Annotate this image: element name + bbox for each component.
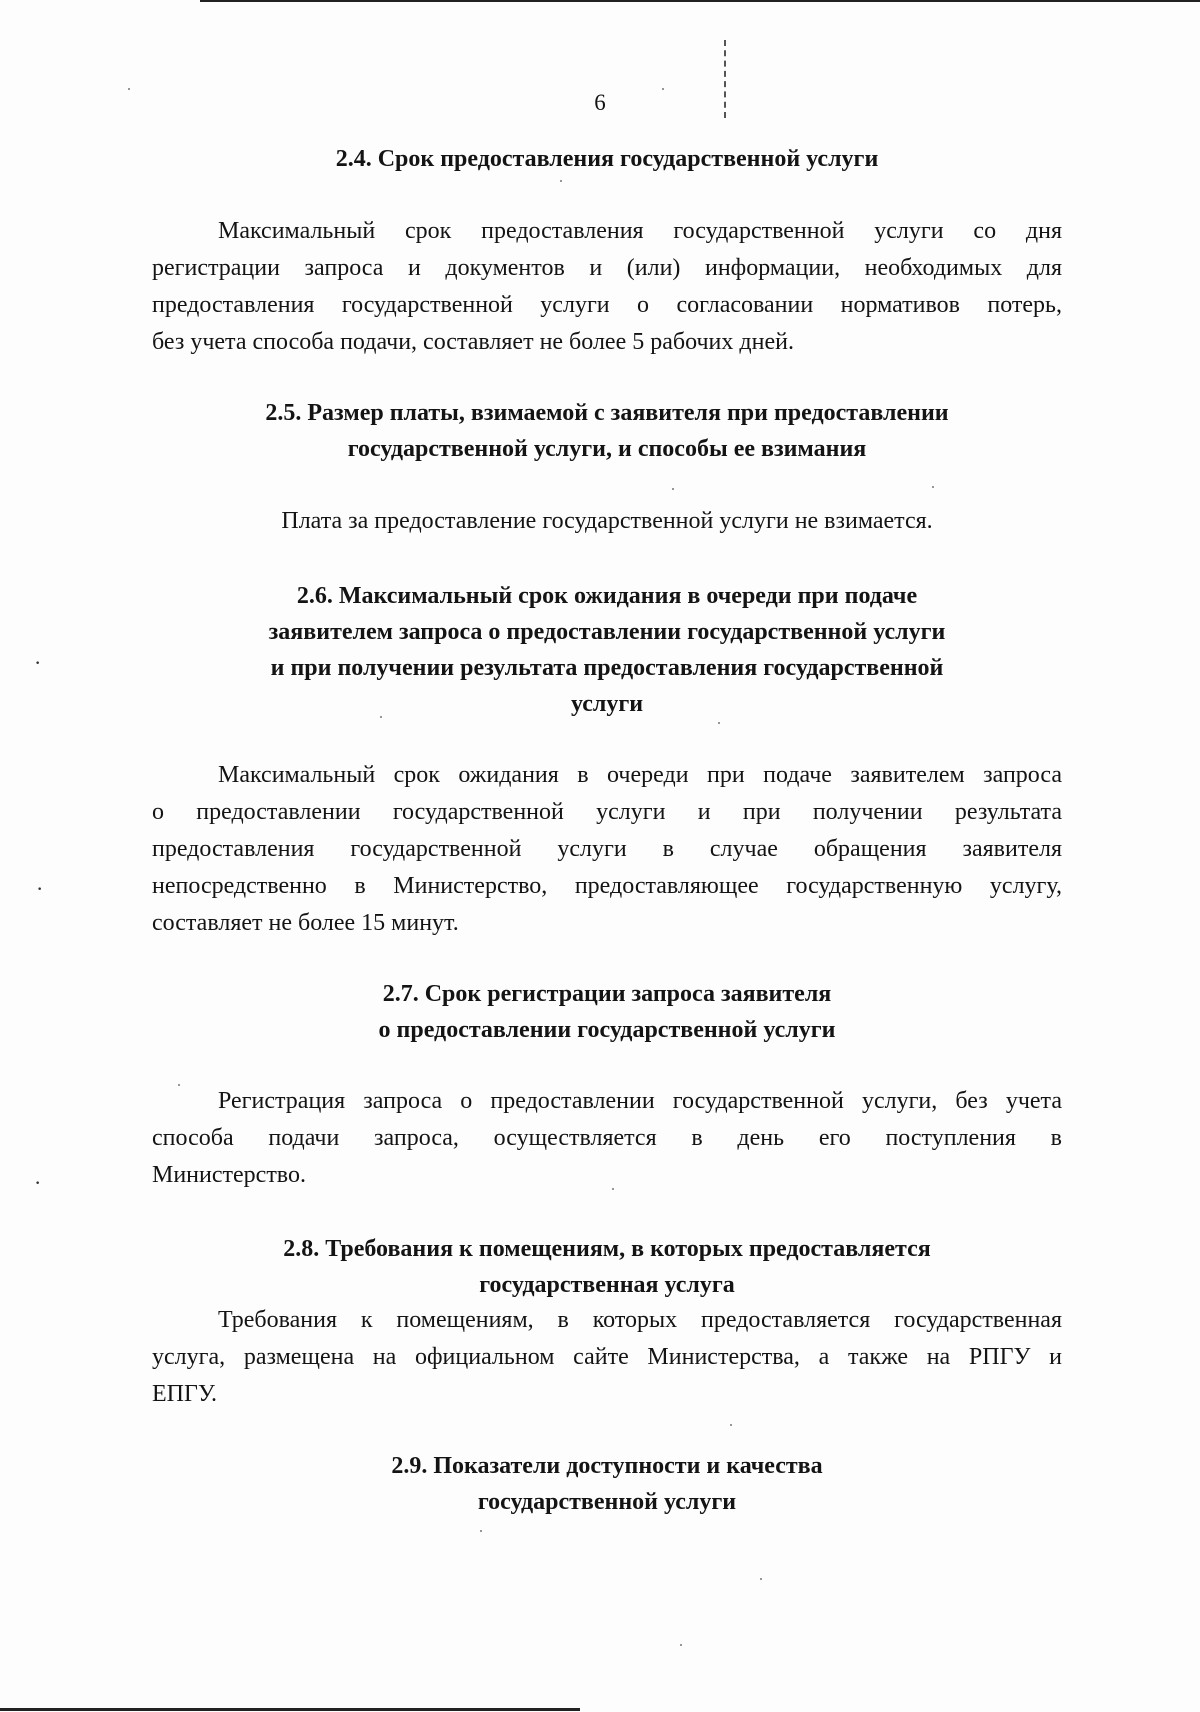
heading-line: государственной услуги, и способы ее взимания [347,436,867,462]
scan-edge-top [200,0,1200,2]
heading-line: государственной услуги [477,1489,737,1515]
section-body-2-6 [152,757,1062,942]
scan-dot [760,1578,762,1580]
page-number: 6 [594,90,606,115]
body-line: ЕПГУ. [152,1381,217,1407]
scan-dot [672,488,674,490]
body-line: о предоставлении государственной услуги и при получении результата [152,799,1062,825]
heading-line: 2.5. Размер платы, взимаемой с заявителя при предоставлении [265,400,949,426]
body-line: способа подачи запроса, осуществляется в день его поступления в [152,1125,1062,1151]
body-line: без учета способа подачи, составляет не более 5 рабочих дней. [152,329,794,355]
body-line: Требования к помещениям, в которых предоставляется государственная [218,1307,1062,1333]
scan-dot [480,1530,482,1532]
section-body-2-7 [152,1083,1062,1194]
body-line: регистрации запроса и документов и (или) информации, необходимых для [152,255,1062,281]
body-line: непосредственно в Министерство, предоставляющее государственную услугу, [152,873,1062,899]
heading-line: 2.8. Требования к помещениям, в которых предоставляется [283,1236,931,1262]
scan-speck: · [34,650,42,675]
scan-dot [730,1424,732,1426]
body-line: предоставления государственной услуги о согласовании нормативов потерь, [152,292,1062,318]
scan-speck: · [34,1170,42,1195]
body-line: составляет не более 15 минут. [152,910,459,936]
section-body-2-4 [152,213,1062,361]
scan-dot [718,722,720,724]
section-body-2-8 [152,1302,1062,1413]
section-heading-2-9 [152,1448,1062,1520]
body-line: предоставления государственной услуги в случае обращения заявителя [152,836,1062,862]
scan-edge-bottom [0,1708,580,1711]
section-heading-2-6 [152,578,1062,722]
heading-line: заявителем запроса о предоставлении государственной услуги [268,619,946,645]
body-line: Министерство. [152,1162,306,1188]
scan-dot [932,486,934,488]
section-heading-2-7 [152,976,1062,1048]
section-heading-2-4 [152,141,1062,177]
scan-dot [560,180,562,182]
heading-line: о предоставлении государственной услуги [378,1017,836,1043]
scan-speck: · [36,876,44,901]
scan-dot [680,1644,682,1646]
section-heading-2-8 [152,1231,1062,1303]
body-line: Максимальный срок ожидания в очереди при подаче заявителем запроса [218,762,1062,788]
section-heading-2-5 [152,395,1062,467]
heading-line: и при получении результата предоставления государственной [270,655,944,681]
heading-line: услуги [570,691,644,717]
section-body-2-5 [152,503,1062,540]
heading-line: 2.6. Максимальный срок ожидания в очереди при подаче [296,583,918,609]
heading-line: 2.7. Срок регистрации запроса заявителя [382,981,832,1007]
body-line: Максимальный срок предоставления государственной услуги со дня [218,218,1062,244]
body-line: Плата за предоставление государственной услуги не взимается. [281,508,933,534]
heading-line: 2.9. Показатели доступности и качества [391,1453,823,1479]
body-line: услуга, размещена на официальном сайте Министерства, а также на РПГУ и [152,1344,1062,1370]
heading-line: 2.4. Срок предоставления государственной услуги [335,146,879,172]
body-line: Регистрация запроса о предоставлении государственной услуги, без учета [218,1088,1062,1114]
heading-line: государственная услуга [479,1272,735,1298]
